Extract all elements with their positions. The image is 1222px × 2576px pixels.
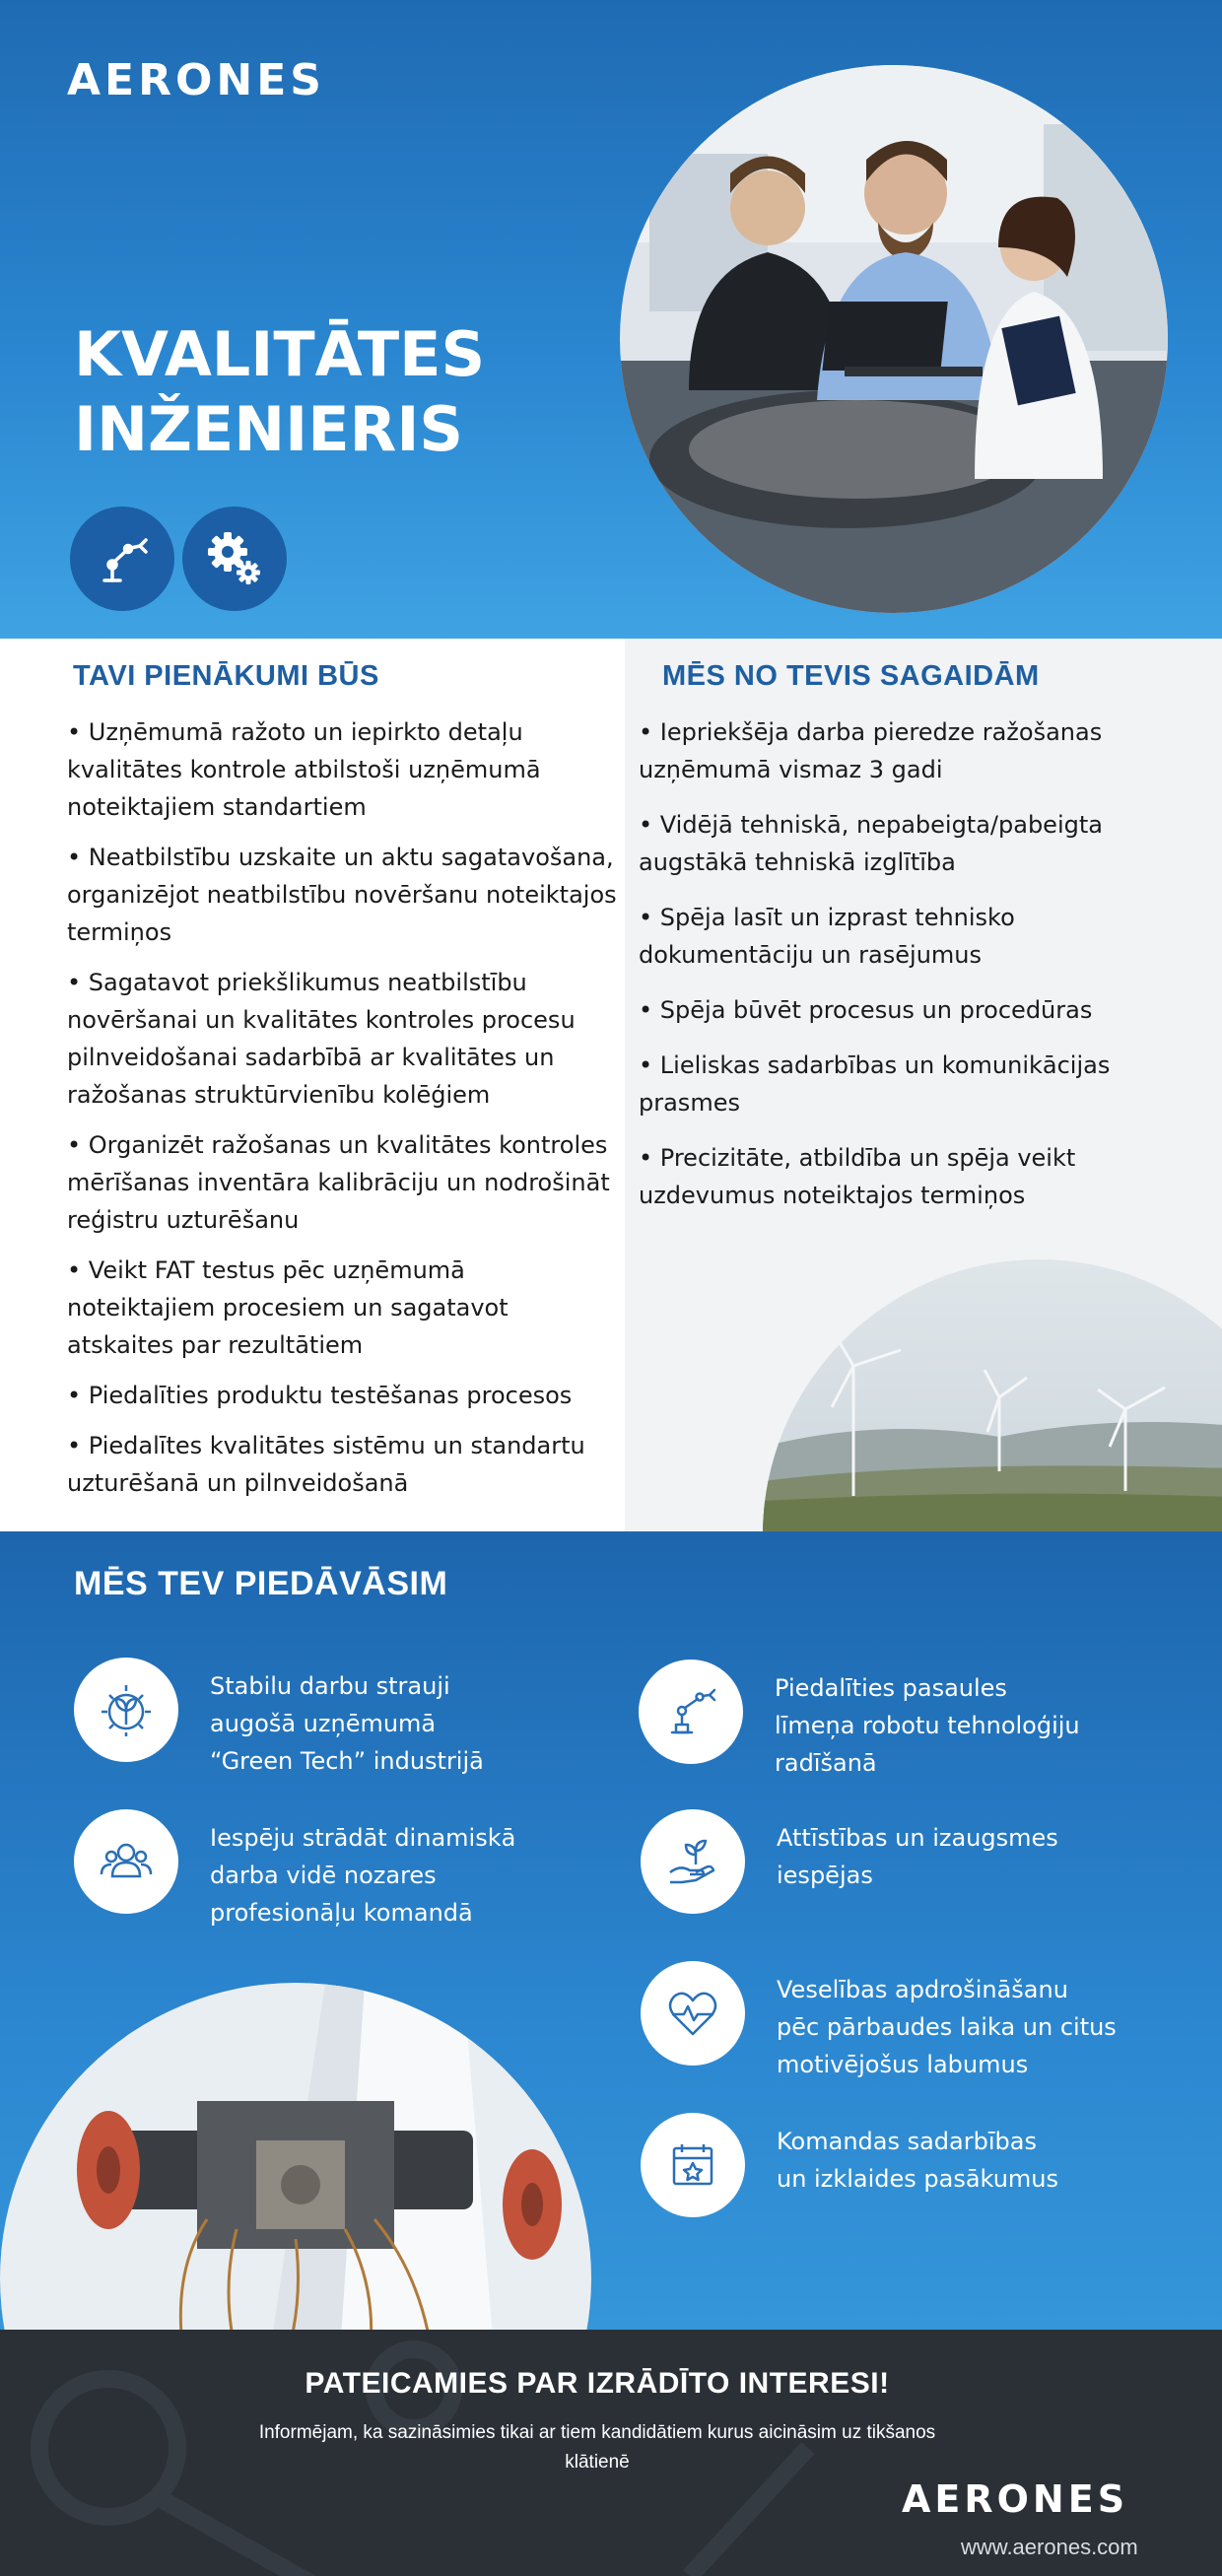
offer-text: Stabilu darbu strauji augošā uzņēmumā “Green Tech” industrijā [210,1672,484,1775]
requirements-list [639,713,1190,1232]
job-title-line-1: KVALITĀTES [74,318,486,390]
robot-arm-icon [70,507,174,611]
list-item: • Organizēt ražošanas un kvalitātes kontroles mērīšanas inventāra kalibrāciju un nodrošināt reģistru uzturēšanu [67,1131,610,1234]
hero-section [0,0,1222,639]
offer-text: Veselības apdrošināšanu pēc pārbaudes laika un citus motivējošus labumus [777,1976,1117,2078]
offer-text: Attīstības un izaugsmes iespējas [777,1824,1058,1889]
aerones-logo: AERONES [67,55,325,105]
list-item: • Vidējā tehniskā, nepabeigta/pabeigta augstākā tehniskā izglītība [639,811,1103,876]
offer-item-health [641,1961,1117,2083]
list-item: • Sagatavot priekšlikumus neatbilstību novēršanai un kvalitātes kontroles procesu pilnveidošanai sadarbībā ar kvalitātes un ražošanas struktūrvienību kolēģiem [67,969,576,1109]
gears-icon [182,507,287,611]
requirements-column [625,639,1222,1531]
duties-list [67,713,619,1515]
list-item: • Piedalīties produktu testēšanas procesos [67,1382,573,1409]
job-title-line-2: INŽENIERIS [74,393,464,465]
offer-item-team-events [641,2113,1058,2217]
hand-plant-icon [641,1809,745,1914]
list-item: • Uzņēmumā ražoto un iepirkto detaļu kvalitātes kontrole atbilstoši uzņēmumā noteiktajiem standartiem [67,718,541,821]
robot-arm-icon [639,1660,743,1764]
contact-note: Informējam, ka sazināsimies tikai ar tiem kandidātiem kurus aicināsim uz tikšanos klātienē [258,2422,936,2473]
team-people-icon [74,1809,178,1914]
requirements-heading: MĒS NO TEVIS SAGAIDĀM [662,660,1040,692]
turbine-robot-photo [0,1983,591,2330]
list-item: • Piedalītes kvalitātes sistēmu un standartu uzturēšanā un pilnveidošanā [67,1432,585,1497]
offer-item-team [74,1809,515,1932]
offer-text: Iespēju strādāt dinamiskā darba vidē nozares profesionāļu komandā [210,1824,516,1927]
offer-item-robotics [639,1660,1080,1782]
website-link[interactable]: www.aerones.com [961,2535,1138,2559]
job-title [74,317,626,467]
details-section [0,639,1222,1531]
list-item: • Precizitāte, atbildība un spēja veikt uzdevumus noteiktajos termiņos [639,1144,1076,1209]
calendar-star-icon [641,2113,745,2217]
list-item: • Spēja lasīt un izprast tehnisko dokumentāciju un rasējumus [639,904,1015,969]
offer-item-stable-job [74,1658,484,1780]
heart-pulse-icon [641,1961,745,2066]
list-item: • Neatbilstību uzskaite un aktu sagatavošana, organizējot neatbilstību novēršanu noteiktajos termiņos [67,844,617,946]
offer-section [0,1531,1222,2330]
list-item: • Lieliskas sadarbības un komunikācijas prasmes [639,1051,1111,1117]
list-item: • Spēja būvēt procesus un procedūras [639,996,1093,1024]
footer-section [0,2330,1222,2576]
list-item: • Iepriekšēja darba pieredze ražošanas uzņēmumā vismaz 3 gadi [639,718,1103,783]
duties-column [0,639,625,1531]
aerones-logo: AERONES [902,2477,1129,2521]
wind-farm-photo [763,1259,1222,1531]
thank-you-heading: PATEICAMIES PAR IZRĀDĪTO INTERESI! [305,2367,890,2400]
list-item: • Veikt FAT testus pēc uzņēmumā noteiktajiem procesiem un sagatavot atskaites par rezultātiem [67,1256,509,1359]
offer-text: Piedalīties pasaules līmeņa robotu tehnoloģiju radīšanā [775,1674,1080,1777]
offer-heading: MĒS TEV PIEDĀVĀSIM [74,1565,448,1602]
duties-heading: TAVI PIENĀKUMI BŪS [73,660,379,692]
offer-text: Komandas sadarbības un izklaides pasākumus [777,2128,1059,2193]
offer-item-growth [641,1809,1058,1914]
engineers-photo [620,65,1168,613]
green-gear-plant-icon [74,1658,178,1762]
